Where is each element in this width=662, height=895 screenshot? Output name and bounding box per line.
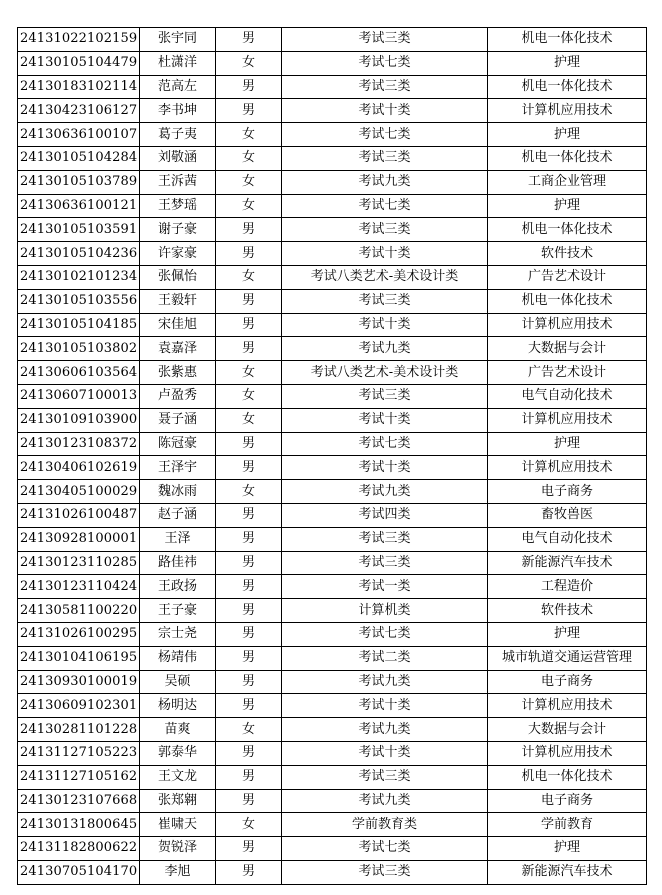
cell-exam-category: 考试十类 [282, 694, 488, 718]
table-row [18, 265, 647, 289]
cell-exam-number: 24130581100220 [18, 599, 140, 623]
cell-exam-number: 24130102101234 [18, 265, 140, 289]
cell-exam-number: 24130281101228 [18, 718, 140, 742]
cell-student-name: 王政扬 [140, 575, 216, 599]
cell-student-name: 赵子涵 [140, 503, 216, 527]
table-row [18, 480, 647, 504]
cell-student-name: 张佩怡 [140, 265, 216, 289]
cell-exam-category: 考试三类 [282, 551, 488, 575]
cell-major: 软件技术 [488, 242, 647, 266]
cell-exam-number: 24130928100001 [18, 527, 140, 551]
cell-gender: 女 [216, 170, 282, 194]
cell-major: 计算机应用技术 [488, 456, 647, 480]
cell-exam-number: 24130105104479 [18, 51, 140, 75]
cell-gender: 男 [216, 99, 282, 123]
cell-student-name: 范高左 [140, 75, 216, 99]
cell-exam-category: 考试三类 [282, 75, 488, 99]
cell-gender: 男 [216, 289, 282, 313]
cell-student-name: 许家豪 [140, 242, 216, 266]
cell-exam-number: 24130105104236 [18, 242, 140, 266]
table-row [18, 242, 647, 266]
cell-gender: 男 [216, 242, 282, 266]
cell-gender: 男 [216, 218, 282, 242]
cell-exam-number: 24130607100013 [18, 384, 140, 408]
cell-major: 工商企业管理 [488, 170, 647, 194]
cell-exam-number: 24130104106195 [18, 646, 140, 670]
cell-gender: 男 [216, 456, 282, 480]
cell-student-name: 袁嘉泽 [140, 337, 216, 361]
cell-student-name: 卢盈秀 [140, 384, 216, 408]
cell-gender: 男 [216, 313, 282, 337]
cell-exam-category: 考试七类 [282, 123, 488, 147]
cell-student-name: 陈冠豪 [140, 432, 216, 456]
cell-gender: 女 [216, 146, 282, 170]
cell-student-name: 杜潇洋 [140, 51, 216, 75]
cell-gender: 男 [216, 527, 282, 551]
cell-major: 护理 [488, 837, 647, 861]
table-row [18, 527, 647, 551]
cell-exam-category: 考试九类 [282, 670, 488, 694]
cell-exam-number: 24130405100029 [18, 480, 140, 504]
table-row [18, 123, 647, 147]
cell-exam-number: 24130105103556 [18, 289, 140, 313]
cell-exam-number: 24130123110285 [18, 551, 140, 575]
cell-gender: 女 [216, 480, 282, 504]
cell-major: 大数据与会计 [488, 337, 647, 361]
cell-exam-category: 考试三类 [282, 146, 488, 170]
cell-student-name: 王毅轩 [140, 289, 216, 313]
cell-gender: 男 [216, 837, 282, 861]
cell-major: 机电一体化技术 [488, 218, 647, 242]
cell-exam-number: 24130105103591 [18, 218, 140, 242]
cell-exam-category: 考试七类 [282, 432, 488, 456]
student-roster-table [17, 27, 647, 885]
table-row [18, 384, 647, 408]
cell-major: 学前教育 [488, 813, 647, 837]
cell-student-name: 吴硕 [140, 670, 216, 694]
cell-exam-category: 考试二类 [282, 646, 488, 670]
cell-student-name: 杨靖伟 [140, 646, 216, 670]
cell-major: 计算机应用技术 [488, 99, 647, 123]
cell-exam-category: 考试七类 [282, 51, 488, 75]
cell-exam-category: 考试十类 [282, 408, 488, 432]
cell-student-name: 苗爽 [140, 718, 216, 742]
cell-major: 护理 [488, 51, 647, 75]
cell-exam-category: 考试八类艺术-美术设计类 [282, 361, 488, 385]
cell-student-name: 贺锐泽 [140, 837, 216, 861]
cell-major: 畜牧兽医 [488, 503, 647, 527]
cell-major: 大数据与会计 [488, 718, 647, 742]
cell-exam-category: 考试十类 [282, 313, 488, 337]
cell-major: 城市轨道交通运营管理 [488, 646, 647, 670]
cell-gender: 男 [216, 575, 282, 599]
cell-gender: 女 [216, 194, 282, 218]
cell-exam-number: 24130131800645 [18, 813, 140, 837]
cell-exam-category: 考试三类 [282, 860, 488, 884]
cell-exam-category: 计算机类 [282, 599, 488, 623]
cell-student-name: 葛子夷 [140, 123, 216, 147]
cell-exam-category: 考试七类 [282, 837, 488, 861]
cell-exam-number: 24131182800622 [18, 837, 140, 861]
table-row [18, 837, 647, 861]
table-row [18, 218, 647, 242]
cell-exam-category: 考试四类 [282, 503, 488, 527]
cell-major: 护理 [488, 123, 647, 147]
cell-student-name: 谢子豪 [140, 218, 216, 242]
cell-exam-number: 24130123108372 [18, 432, 140, 456]
cell-gender: 男 [216, 503, 282, 527]
cell-gender: 男 [216, 337, 282, 361]
table-row [18, 456, 647, 480]
cell-gender: 男 [216, 622, 282, 646]
cell-major: 工程造价 [488, 575, 647, 599]
cell-gender: 女 [216, 718, 282, 742]
cell-exam-category: 考试十类 [282, 242, 488, 266]
cell-exam-number: 24130105103789 [18, 170, 140, 194]
table-row [18, 694, 647, 718]
cell-exam-category: 考试十类 [282, 456, 488, 480]
cell-exam-category: 考试九类 [282, 480, 488, 504]
cell-exam-category: 考试八类艺术-美术设计类 [282, 265, 488, 289]
cell-student-name: 张紫惠 [140, 361, 216, 385]
cell-major: 计算机应用技术 [488, 408, 647, 432]
cell-exam-number: 24131026100295 [18, 622, 140, 646]
cell-exam-category: 考试十类 [282, 741, 488, 765]
cell-exam-number: 24130109103900 [18, 408, 140, 432]
cell-gender: 男 [216, 75, 282, 99]
table-row [18, 361, 647, 385]
table-row [18, 313, 647, 337]
cell-student-name: 张郑翱 [140, 789, 216, 813]
cell-student-name: 王泝茜 [140, 170, 216, 194]
cell-exam-category: 考试三类 [282, 384, 488, 408]
cell-major: 电子商务 [488, 789, 647, 813]
cell-major: 护理 [488, 194, 647, 218]
cell-major: 电子商务 [488, 480, 647, 504]
cell-major: 电子商务 [488, 670, 647, 694]
table-row [18, 789, 647, 813]
cell-major: 电气自动化技术 [488, 527, 647, 551]
cell-major: 计算机应用技术 [488, 741, 647, 765]
table-row [18, 741, 647, 765]
cell-major: 电气自动化技术 [488, 384, 647, 408]
cell-gender: 男 [216, 741, 282, 765]
cell-exam-category: 考试三类 [282, 289, 488, 313]
table-row [18, 718, 647, 742]
cell-major: 广告艺术设计 [488, 265, 647, 289]
cell-exam-number: 24130606103564 [18, 361, 140, 385]
cell-gender: 女 [216, 123, 282, 147]
table-row [18, 622, 647, 646]
cell-exam-category: 考试一类 [282, 575, 488, 599]
cell-gender: 男 [216, 694, 282, 718]
cell-exam-category: 考试九类 [282, 718, 488, 742]
cell-student-name: 王泽宇 [140, 456, 216, 480]
cell-exam-category: 考试三类 [282, 527, 488, 551]
cell-gender: 男 [216, 432, 282, 456]
table-row [18, 51, 647, 75]
cell-major: 软件技术 [488, 599, 647, 623]
cell-major: 机电一体化技术 [488, 28, 647, 52]
cell-student-name: 崔啸天 [140, 813, 216, 837]
cell-student-name: 宋佳旭 [140, 313, 216, 337]
cell-student-name: 李书坤 [140, 99, 216, 123]
cell-student-name: 刘敬涵 [140, 146, 216, 170]
cell-gender: 女 [216, 361, 282, 385]
cell-major: 新能源汽车技术 [488, 551, 647, 575]
cell-exam-category: 考试九类 [282, 337, 488, 361]
cell-major: 机电一体化技术 [488, 146, 647, 170]
table-row [18, 337, 647, 361]
cell-student-name: 魏冰雨 [140, 480, 216, 504]
cell-gender: 男 [216, 28, 282, 52]
cell-gender: 男 [216, 860, 282, 884]
table-row [18, 860, 647, 884]
table-row [18, 408, 647, 432]
cell-student-name: 张宇同 [140, 28, 216, 52]
cell-exam-category: 考试七类 [282, 622, 488, 646]
table-row [18, 765, 647, 789]
table-row [18, 432, 647, 456]
cell-student-name: 杨明达 [140, 694, 216, 718]
cell-gender: 女 [216, 408, 282, 432]
cell-exam-number: 24131026100487 [18, 503, 140, 527]
cell-student-name: 王梦瑶 [140, 194, 216, 218]
cell-exam-number: 24130930100019 [18, 670, 140, 694]
cell-exam-number: 24130123110424 [18, 575, 140, 599]
cell-exam-number: 24130423106127 [18, 99, 140, 123]
table-row [18, 575, 647, 599]
cell-gender: 女 [216, 265, 282, 289]
cell-major: 机电一体化技术 [488, 289, 647, 313]
cell-student-name: 宗士尧 [140, 622, 216, 646]
cell-gender: 男 [216, 670, 282, 694]
cell-major: 机电一体化技术 [488, 765, 647, 789]
cell-exam-category: 考试九类 [282, 789, 488, 813]
table-row [18, 813, 647, 837]
cell-exam-number: 24130105104284 [18, 146, 140, 170]
cell-exam-number: 24130123107668 [18, 789, 140, 813]
cell-major: 新能源汽车技术 [488, 860, 647, 884]
cell-exam-number: 24131127105162 [18, 765, 140, 789]
cell-exam-number: 24130609102301 [18, 694, 140, 718]
cell-exam-category: 考试七类 [282, 194, 488, 218]
table-row [18, 194, 647, 218]
cell-exam-number: 24130636100121 [18, 194, 140, 218]
cell-student-name: 郭泰华 [140, 741, 216, 765]
cell-major: 计算机应用技术 [488, 313, 647, 337]
table-row [18, 99, 647, 123]
cell-exam-number: 24130105103802 [18, 337, 140, 361]
cell-gender: 男 [216, 551, 282, 575]
cell-exam-number: 24130183102114 [18, 75, 140, 99]
table-row [18, 146, 647, 170]
cell-exam-number: 24131127105223 [18, 741, 140, 765]
table-row [18, 170, 647, 194]
cell-student-name: 王泽 [140, 527, 216, 551]
cell-major: 广告艺术设计 [488, 361, 647, 385]
table-row [18, 599, 647, 623]
cell-student-name: 王文龙 [140, 765, 216, 789]
cell-exam-number: 24131022102159 [18, 28, 140, 52]
cell-exam-category: 考试三类 [282, 28, 488, 52]
cell-student-name: 王子豪 [140, 599, 216, 623]
cell-gender: 男 [216, 599, 282, 623]
cell-exam-category: 考试十类 [282, 99, 488, 123]
cell-gender: 男 [216, 765, 282, 789]
cell-gender: 女 [216, 384, 282, 408]
cell-exam-category: 学前教育类 [282, 813, 488, 837]
cell-gender: 男 [216, 646, 282, 670]
cell-major: 机电一体化技术 [488, 75, 647, 99]
cell-major: 计算机应用技术 [488, 694, 647, 718]
table-row [18, 670, 647, 694]
table-row [18, 551, 647, 575]
cell-exam-number: 24130636100107 [18, 123, 140, 147]
cell-major: 护理 [488, 622, 647, 646]
cell-exam-category: 考试三类 [282, 218, 488, 242]
cell-student-name: 路佳祎 [140, 551, 216, 575]
cell-exam-category: 考试九类 [282, 170, 488, 194]
table-row [18, 646, 647, 670]
table-row [18, 503, 647, 527]
table-row [18, 289, 647, 313]
cell-gender: 男 [216, 789, 282, 813]
cell-student-name: 聂子涵 [140, 408, 216, 432]
cell-exam-number: 24130406102619 [18, 456, 140, 480]
cell-major: 护理 [488, 432, 647, 456]
cell-exam-number: 24130705104170 [18, 860, 140, 884]
cell-exam-number: 24130105104185 [18, 313, 140, 337]
cell-exam-category: 考试三类 [282, 765, 488, 789]
cell-student-name: 李旭 [140, 860, 216, 884]
table-row [18, 75, 647, 99]
table-row [18, 28, 647, 52]
roster-body [18, 28, 647, 885]
cell-gender: 女 [216, 813, 282, 837]
cell-gender: 女 [216, 51, 282, 75]
